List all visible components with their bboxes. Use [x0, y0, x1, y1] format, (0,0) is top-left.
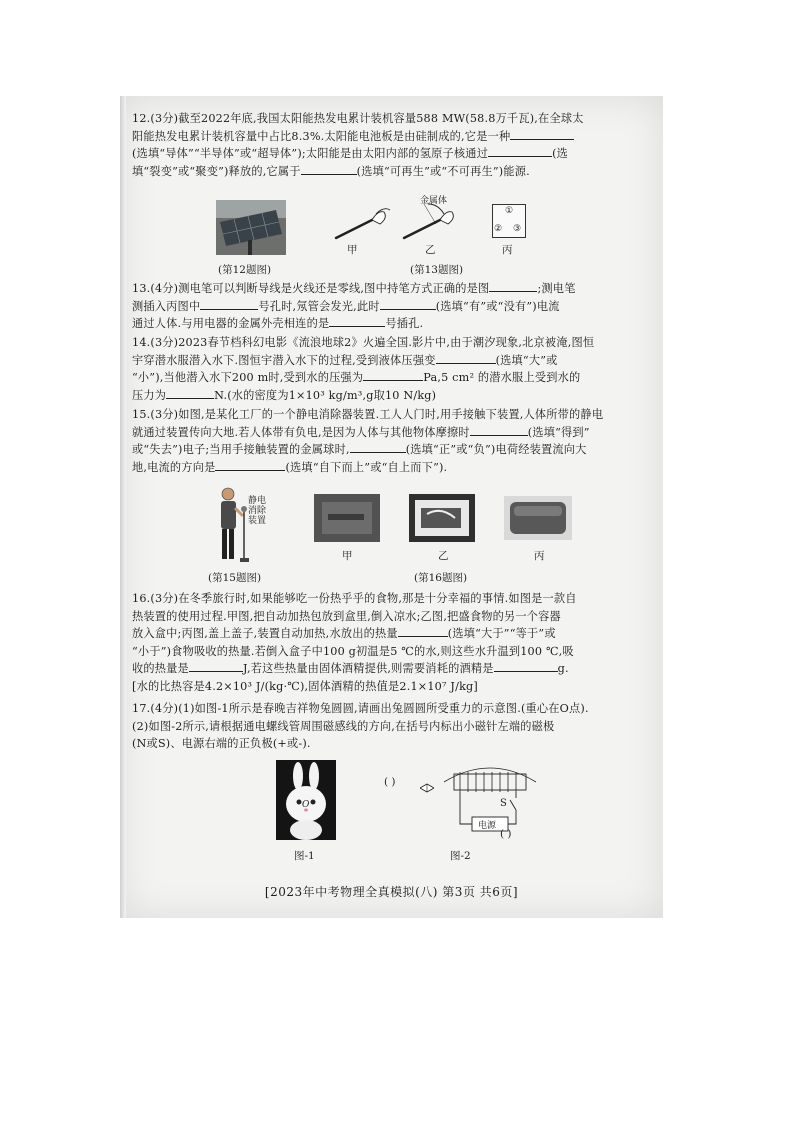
answer-blank[interactable] — [350, 441, 406, 453]
answer-blank[interactable] — [510, 128, 574, 140]
heating-pack-photo-yi — [409, 494, 475, 542]
q13-line-1: 13.(4分)测电笔可以判断导线是火线还是零线,图中持笔方式正确的是图 ;测电笔 — [132, 282, 576, 295]
metal-body-label: 金属体 — [420, 196, 448, 206]
power-supply-label: 电源 — [478, 821, 497, 831]
answer-blank[interactable] — [398, 625, 448, 637]
solar-panel-photo — [216, 200, 286, 255]
question-12 — [132, 110, 654, 180]
answer-blank[interactable] — [494, 660, 558, 672]
socket-hole-3: ③ — [513, 224, 522, 234]
q13-line-3: 通过人体.与用电器的金属外壳相连的是 号插孔. — [132, 317, 424, 330]
page-edge-shadow — [120, 96, 126, 918]
socket-hole-2: ② — [494, 224, 503, 234]
heating-pack-photo-jia — [314, 494, 380, 542]
heating-pack-photo-bing — [504, 496, 572, 540]
q15-line-2: 就通过装置传向大地.若人体带有负电,是因为人体与其他物体摩擦时 (选填“得到” — [132, 425, 590, 439]
compass-needle-icon — [420, 778, 434, 788]
fig13-jia-label: 甲 — [347, 244, 358, 256]
socket-hole-1: ① — [505, 206, 514, 216]
question-13 — [132, 280, 654, 333]
q14-line-4: 压力为 N.(水的密度为1×10³ kg/m³,g取10 N/kg) — [132, 388, 437, 402]
q14-line-1: 14.(3分)2023春节档科幻电影《流浪地球2》火遍全国.影片中,由于潮汐现象,北京被淹,图恒 — [132, 336, 595, 349]
switch-label: S — [500, 798, 507, 809]
answer-blank[interactable] — [470, 424, 528, 436]
page-footer: [2023年中考物理全真模拟(八) 第3页 共6页] — [264, 885, 519, 899]
fig16-caption: (第16题图) — [414, 572, 468, 584]
answer-blank[interactable] — [489, 280, 537, 292]
q12-line-1: 12.(3分)截至2022年底,我国太阳能热发电累计装机容量588 MW(58.8万千瓦),在全球太 — [132, 112, 584, 125]
q16-line-4: “小于”)食物吸收的热量.若倒入盒子中100 g初温是5 ℃的水,则这些水升温到100 ℃,吸 — [132, 644, 574, 658]
exam-page-photo — [120, 96, 663, 918]
q16-line-3: 放入盒中;丙图,盖上盖子,装置自动加热,水放出的热量 (选填“大于”“等于”或 — [132, 627, 556, 640]
question-16 — [132, 590, 654, 695]
fig15-caption: (第15题图) — [208, 572, 262, 584]
q17-line-2: (2)如图-2所示,请根据通电螺线管周围磁感线的方向,在括号内标出小磁针左端的磁极 — [132, 719, 555, 733]
fig17-1-caption: 图-1 — [294, 850, 315, 862]
question-15 — [132, 406, 654, 476]
answer-blank[interactable] — [380, 298, 436, 310]
socket-diagram — [492, 204, 526, 238]
answer-blank[interactable] — [488, 145, 552, 157]
q15-line-3: 或“失去”)电子;当用手接触装置的金属球时, (选填“正”或“负”)电荷经装置流向大 — [132, 443, 587, 456]
answer-blank[interactable] — [301, 163, 357, 175]
question-17 — [132, 700, 654, 753]
q12-line-2: 阳能热发电累计装机容量中占比8.3%.太阳能电池板是由硅制成的,它是一种 — [132, 128, 654, 146]
fig12-caption: (第12题图) — [218, 264, 272, 276]
fig13-caption: (第13题图) — [410, 264, 464, 276]
q14-line-3: “小”),当他潜入水下200 m时,受到水的压强为 Pa,5 cm² 的潜水服上受到水的 — [132, 371, 581, 384]
q17-line-3: (N或S)、电源右端的正负极(+或-). — [132, 737, 311, 750]
static-device-label: 静电消除装置 — [248, 496, 267, 526]
q12-line-4: 填“裂变”或“聚变”)释放的,它属于 (选填“可再生”或“不可再生”)能源. — [132, 164, 530, 178]
fig16-jia-label: 甲 — [342, 550, 353, 562]
power-pole-bracket[interactable]: ( ) — [500, 828, 512, 840]
q17-line-1: 17.(4分)(1)如图-1所示是春晚吉祥物兔圆圆,请画出兔圆圆所受重力的示意图.(重心在O点). — [132, 702, 589, 715]
fig16-yi-label: 乙 — [438, 550, 449, 562]
answer-blank[interactable] — [189, 660, 243, 672]
fig13-bing-label: 丙 — [502, 244, 513, 256]
center-of-gravity-o: O — [302, 800, 310, 810]
compass-pole-bracket[interactable]: ( ) — [384, 776, 396, 788]
q16-line-2: 热装置的使用过程.甲图,把自动加热包放到盒里,倒入凉水;乙图,把盛食物的另一个容器 — [132, 609, 561, 623]
q13-line-2: 测插入丙图中 号孔时,氖管会发光,此时 (选填“有”或“没有”)电流 — [132, 299, 560, 313]
answer-blank[interactable] — [436, 352, 496, 364]
q16-line-1: 16.(3分)在冬季旅行时,如果能够吃一份热乎乎的食物,那是十分幸福的事情.如图是一款自 — [132, 592, 577, 605]
q12-line-3: (选填“导体”“半导体”或“超导体”);太阳能是由太阳内部的氢原子核通过 (选 — [132, 147, 569, 160]
q16-line-5: 收的热量是 J,若这些热量由固体酒精提供,则需要消耗的酒精是 g. — [132, 662, 569, 675]
q15-line-4: 地,电流的方向是 (选填“自下而上”或“自上而下”). — [132, 460, 448, 474]
fig13-yi-label: 乙 — [425, 244, 436, 256]
answer-blank[interactable] — [200, 298, 258, 310]
answer-blank[interactable] — [329, 315, 385, 327]
answer-blank[interactable] — [166, 387, 214, 399]
q14-line-2: 宇穿潜水服潜入水下.图恒宇潜入水下的过程,受到液体压强变 (选填“大”或 — [132, 353, 558, 367]
fig16-bing-label: 丙 — [534, 550, 545, 562]
fig17-2-caption: 图-2 — [450, 850, 471, 862]
answer-blank[interactable] — [363, 369, 423, 381]
q15-line-1: 15.(3分)如图,是某化工厂的一个静电消除器装置.工人人门时,用手接触下装置,人体所带的静电 — [132, 408, 604, 421]
answer-blank[interactable] — [215, 459, 285, 471]
question-14 — [132, 334, 654, 404]
q16-line-6: [水的比热容是4.2×10³ J/(kg·℃),固体酒精的热值是2.1×10⁷ J/kg] — [132, 679, 478, 693]
